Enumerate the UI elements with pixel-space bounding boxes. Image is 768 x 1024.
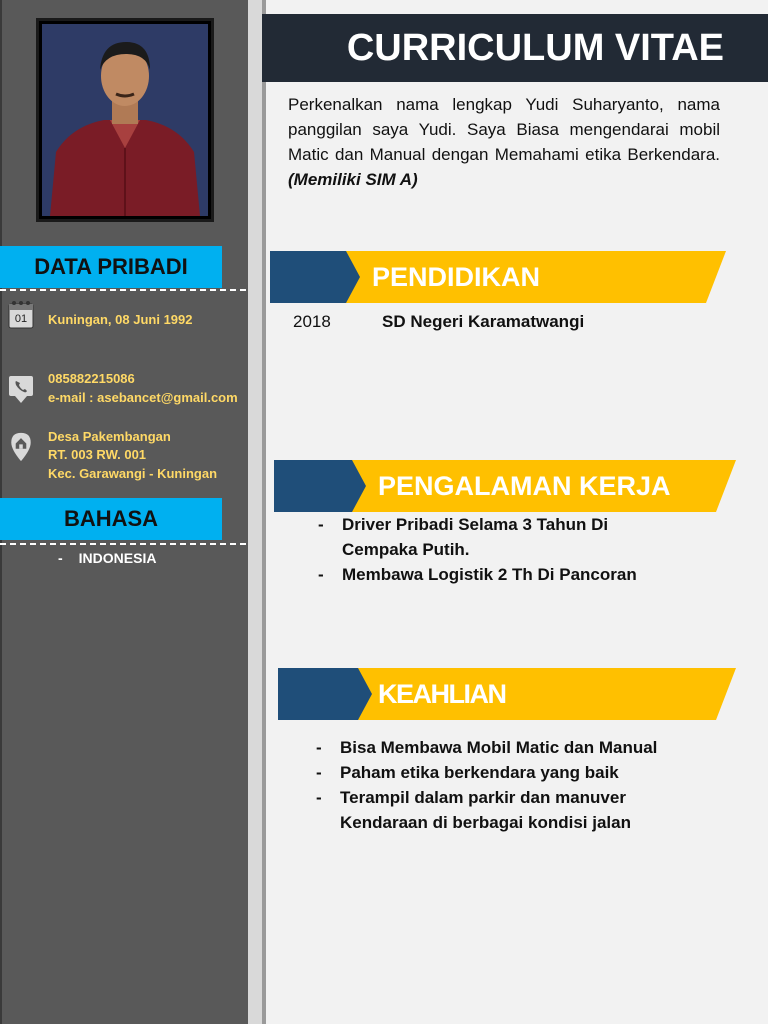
section-title-pendidikan: PENDIDIKAN xyxy=(372,261,541,292)
address-line-2: RT. 003 RW. 001 xyxy=(48,447,147,462)
address-line-1: Desa Pakembangan xyxy=(48,429,171,444)
phone-icon xyxy=(8,374,34,404)
divider-line xyxy=(262,0,266,1024)
section-title-pengalaman: PENGALAMAN KERJA xyxy=(378,470,671,501)
section-banner-pengalaman xyxy=(274,460,736,512)
education-year: 2018 xyxy=(293,312,331,331)
calendar-icon xyxy=(8,300,34,330)
dashed-divider xyxy=(0,543,246,545)
education-school: SD Negeri Karamatwangi xyxy=(382,312,585,331)
dashed-divider xyxy=(0,289,246,291)
experience-list xyxy=(318,512,648,587)
calendar-day-label: 01 xyxy=(14,313,28,325)
intro-emphasis: (Memiliki SIM A) xyxy=(288,170,418,189)
email-address: e-mail : asebancet@gmail.com xyxy=(48,390,238,405)
list-item: - Membawa Logistik 2 Th Di Pancoran xyxy=(318,562,648,587)
list-item: - Paham etika berkendara yang baik xyxy=(316,760,696,785)
list-item: - Bisa Membawa Mobil Matic dan Manual xyxy=(316,735,696,760)
skills-list xyxy=(316,735,696,835)
address-line-3: Kec. Garawangi - Kuningan xyxy=(48,466,218,481)
language-item: - INDONESIA xyxy=(58,550,157,566)
list-item: - Driver Pribadi Selama 3 Tahun Di Cempaka Putih. xyxy=(318,512,648,562)
data-pribadi-heading: DATA PRIBADI xyxy=(0,246,222,288)
section-banner-pendidikan xyxy=(270,251,726,303)
section-title-keahlian: KEAHLIAN xyxy=(378,678,506,709)
list-item: - Terampil dalam parkir dan manuver Kendaraan di berbagai kondisi jalan xyxy=(316,785,696,835)
intro-paragraph: Perkenalkan nama lengkap Yudi Suharyanto, nama panggilan saya Yudi. Saya Biasa mengendarai mobil Matic dan Manual dengan Memahami etika Berkendara. (Memiliki SIM A) xyxy=(288,95,720,189)
section-banner-keahlian xyxy=(278,668,736,720)
profile-photo xyxy=(36,18,214,222)
page-title: CURRICULUM VITAE xyxy=(262,14,768,82)
birth-place-date: Kuningan, 08 Juni 1992 xyxy=(48,312,193,327)
bahasa-heading: BAHASA xyxy=(0,498,222,540)
phone-number: 085882215086 xyxy=(48,371,135,386)
home-location-icon xyxy=(8,432,34,462)
person-portrait-icon xyxy=(42,24,208,216)
